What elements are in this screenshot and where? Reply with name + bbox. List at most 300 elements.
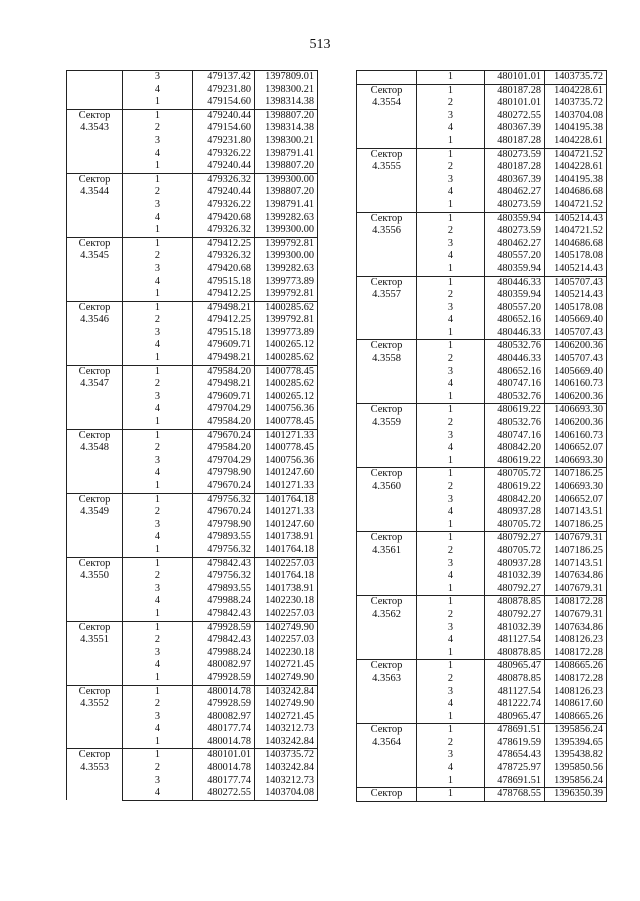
point-number: 3 xyxy=(123,199,193,212)
coordinate-x: 479670.24 xyxy=(193,506,255,519)
point-number: 4 xyxy=(417,634,485,647)
coordinate-y: 1402257.03 xyxy=(255,634,318,647)
sector-label: Сектор 4.3556 xyxy=(357,212,417,276)
coordinate-x: 480619.22 xyxy=(485,481,545,494)
coordinate-x: 479670.24 xyxy=(193,429,255,442)
point-number: 2 xyxy=(417,481,485,494)
point-number: 1 xyxy=(123,96,193,109)
table-row xyxy=(67,301,318,314)
point-number: 4 xyxy=(123,595,193,608)
point-number: 3 xyxy=(123,327,193,340)
point-number: 4 xyxy=(123,531,193,544)
point-number: 4 xyxy=(123,84,193,97)
coordinate-x: 479326.22 xyxy=(193,148,255,161)
coordinate-x: 480557.20 xyxy=(485,302,545,315)
coordinate-y: 1401738.91 xyxy=(255,531,318,544)
point-number: 1 xyxy=(123,109,193,122)
coordinate-y: 1407679.31 xyxy=(545,532,607,545)
table-row xyxy=(357,212,607,225)
coordinate-y: 1395856.24 xyxy=(545,775,607,788)
point-number: 1 xyxy=(417,212,485,225)
sector-label: Сектор 4.3545 xyxy=(67,237,123,301)
coordinate-x: 480842.20 xyxy=(485,442,545,455)
coordinate-x: 480082.97 xyxy=(193,711,255,724)
coordinate-y: 1405214.43 xyxy=(545,263,607,276)
sector-label: Сектор 4.3546 xyxy=(67,301,123,365)
coordinate-y: 1399792.81 xyxy=(255,288,318,301)
coordinate-y: 1403704.08 xyxy=(545,110,607,123)
point-number: 3 xyxy=(417,622,485,635)
coordinate-x: 480014.78 xyxy=(193,736,255,749)
point-number: 4 xyxy=(417,762,485,775)
point-number: 1 xyxy=(417,711,485,724)
coordinate-x: 479928.59 xyxy=(193,621,255,634)
coordinate-y: 1408126.23 xyxy=(545,686,607,699)
point-number: 4 xyxy=(417,378,485,391)
coordinate-x: 480747.16 xyxy=(485,378,545,391)
coordinate-y: 1406652.07 xyxy=(545,494,607,507)
coordinate-x: 479326.32 xyxy=(193,250,255,263)
coordinate-y: 1402721.45 xyxy=(255,711,318,724)
coordinate-y: 1399300.00 xyxy=(255,173,318,186)
point-number: 1 xyxy=(417,327,485,340)
coordinate-y: 1406200.36 xyxy=(545,391,607,404)
coordinate-x: 479515.18 xyxy=(193,327,255,340)
coordinate-x: 480101.01 xyxy=(485,97,545,110)
sector-label: Сектор 4.3559 xyxy=(357,404,417,468)
coordinate-x: 479412.25 xyxy=(193,288,255,301)
table-row xyxy=(357,788,607,802)
point-number: 2 xyxy=(417,353,485,366)
coordinate-x: 479704.29 xyxy=(193,403,255,416)
coordinate-y: 1408665.26 xyxy=(545,660,607,673)
coordinate-y: 1405707.43 xyxy=(545,276,607,289)
coordinate-y: 1404195.38 xyxy=(545,122,607,135)
point-number: 3 xyxy=(123,391,193,404)
table-row xyxy=(67,429,318,442)
point-number: 3 xyxy=(417,110,485,123)
sector-label: Сектор 4.3551 xyxy=(67,621,123,685)
coordinate-x: 480462.27 xyxy=(485,186,545,199)
table-row xyxy=(67,749,318,762)
coordinate-x: 479756.32 xyxy=(193,493,255,506)
coordinate-y: 1400778.45 xyxy=(255,365,318,378)
coordinate-y: 1408617.60 xyxy=(545,698,607,711)
coordinate-y: 1405214.43 xyxy=(545,289,607,302)
coordinate-x: 480082.97 xyxy=(193,659,255,672)
coordinate-y: 1407143.51 xyxy=(545,506,607,519)
point-number: 1 xyxy=(417,583,485,596)
point-number: 1 xyxy=(417,391,485,404)
coordinate-y: 1404721.52 xyxy=(545,148,607,161)
point-number: 4 xyxy=(417,570,485,583)
coordinate-x: 480878.85 xyxy=(485,596,545,609)
coordinate-y: 1399792.81 xyxy=(255,237,318,250)
point-number: 4 xyxy=(417,122,485,135)
coordinate-x: 479670.24 xyxy=(193,480,255,493)
point-number: 1 xyxy=(417,647,485,660)
coordinate-y: 1404228.61 xyxy=(545,135,607,148)
point-number: 1 xyxy=(123,429,193,442)
coordinate-y: 1401271.33 xyxy=(255,506,318,519)
point-number: 2 xyxy=(123,122,193,135)
coordinate-y: 1402257.03 xyxy=(255,557,318,570)
coordinate-x: 480101.01 xyxy=(193,749,255,762)
coordinate-y: 1401247.60 xyxy=(255,519,318,532)
coordinate-x: 478691.51 xyxy=(485,724,545,737)
coordinate-x: 480619.22 xyxy=(485,455,545,468)
coordinate-y: 1403735.72 xyxy=(545,71,607,85)
table-row xyxy=(357,148,607,161)
coordinates-table-right xyxy=(356,70,607,802)
coordinate-y: 1399792.81 xyxy=(255,314,318,327)
coordinate-x: 479756.32 xyxy=(193,544,255,557)
coordinate-y: 1402721.45 xyxy=(255,659,318,672)
point-number: 1 xyxy=(123,237,193,250)
coordinate-y: 1395438.82 xyxy=(545,749,607,762)
sector-label: Сектор 4.3543 xyxy=(67,109,123,173)
coordinate-y: 1405707.43 xyxy=(545,353,607,366)
point-number: 1 xyxy=(417,135,485,148)
coordinate-x: 480187.28 xyxy=(485,84,545,97)
coordinate-x: 480652.16 xyxy=(485,314,545,327)
point-number: 2 xyxy=(123,250,193,263)
coordinate-x: 480446.33 xyxy=(485,353,545,366)
coordinate-x: 480446.33 xyxy=(485,276,545,289)
coordinate-y: 1407186.25 xyxy=(545,519,607,532)
coordinate-x: 480177.74 xyxy=(193,775,255,788)
coordinate-x: 480705.72 xyxy=(485,519,545,532)
coordinate-x: 479928.59 xyxy=(193,698,255,711)
sector-label: Сектор 4.3560 xyxy=(357,468,417,532)
coordinate-y: 1406693.30 xyxy=(545,404,607,417)
point-number: 3 xyxy=(123,519,193,532)
coordinate-x: 479609.71 xyxy=(193,391,255,404)
coordinate-x: 480359.94 xyxy=(485,263,545,276)
coordinate-x: 480014.78 xyxy=(193,685,255,698)
coordinate-y: 1400285.62 xyxy=(255,378,318,391)
coordinate-x: 481032.39 xyxy=(485,622,545,635)
table-row xyxy=(67,173,318,186)
point-number: 4 xyxy=(417,250,485,263)
coordinate-y: 1405669.40 xyxy=(545,366,607,379)
table-row xyxy=(67,365,318,378)
point-number: 2 xyxy=(417,737,485,750)
point-number: 1 xyxy=(123,480,193,493)
coordinate-x: 478619.59 xyxy=(485,737,545,750)
point-number: 1 xyxy=(123,416,193,429)
coordinate-x: 480101.01 xyxy=(485,71,545,85)
coordinate-x: 481127.54 xyxy=(485,634,545,647)
coordinate-y: 1395856.24 xyxy=(545,724,607,737)
coordinate-x: 481222.74 xyxy=(485,698,545,711)
coordinate-y: 1396350.39 xyxy=(545,788,607,802)
coordinate-x: 480187.28 xyxy=(485,161,545,174)
coordinate-y: 1398791.41 xyxy=(255,199,318,212)
point-number: 2 xyxy=(123,762,193,775)
coordinate-x: 479231.80 xyxy=(193,135,255,148)
point-number: 2 xyxy=(123,378,193,391)
page-number: 513 xyxy=(309,37,331,52)
coordinate-y: 1403704.08 xyxy=(255,787,318,800)
point-number: 1 xyxy=(417,84,485,97)
coordinate-y: 1398314.38 xyxy=(255,96,318,109)
point-number: 1 xyxy=(123,621,193,634)
table-row xyxy=(357,724,607,737)
coordinate-y: 1406160.73 xyxy=(545,430,607,443)
sector-label: Сектор 4.3562 xyxy=(357,596,417,660)
coordinate-x: 479240.44 xyxy=(193,109,255,122)
coordinate-x: 479798.90 xyxy=(193,519,255,532)
coordinate-y: 1397809.01 xyxy=(255,71,318,84)
coordinate-y: 1402749.90 xyxy=(255,672,318,685)
table-row xyxy=(67,557,318,570)
coordinate-x: 479498.21 xyxy=(193,301,255,314)
point-number: 2 xyxy=(123,570,193,583)
coordinate-x: 479137.42 xyxy=(193,71,255,84)
point-number: 1 xyxy=(123,685,193,698)
point-number: 1 xyxy=(123,672,193,685)
coordinate-x: 479798.90 xyxy=(193,467,255,480)
coordinate-x: 479988.24 xyxy=(193,647,255,660)
coordinate-y: 1401271.33 xyxy=(255,480,318,493)
point-number: 4 xyxy=(123,659,193,672)
point-number: 4 xyxy=(123,787,193,800)
table-row xyxy=(67,621,318,634)
coordinate-y: 1400265.12 xyxy=(255,339,318,352)
coordinate-x: 479231.80 xyxy=(193,84,255,97)
coordinate-y: 1398300.21 xyxy=(255,135,318,148)
point-number: 4 xyxy=(123,339,193,352)
coordinate-y: 1402749.90 xyxy=(255,621,318,634)
coordinate-y: 1406652.07 xyxy=(545,442,607,455)
coordinate-x: 479412.25 xyxy=(193,314,255,327)
coordinate-x: 478768.55 xyxy=(485,788,545,802)
point-number: 1 xyxy=(417,724,485,737)
point-number: 1 xyxy=(123,493,193,506)
coordinate-y: 1408172.28 xyxy=(545,647,607,660)
table-row xyxy=(357,340,607,353)
point-number: 1 xyxy=(417,455,485,468)
sector-label: Сектор 4.3563 xyxy=(357,660,417,724)
coordinate-y: 1404721.52 xyxy=(545,199,607,212)
point-number: 4 xyxy=(123,148,193,161)
coordinate-x: 479154.60 xyxy=(193,122,255,135)
coordinate-x: 480965.47 xyxy=(485,711,545,724)
coordinate-x: 479584.20 xyxy=(193,365,255,378)
coordinate-y: 1404686.68 xyxy=(545,238,607,251)
table-row xyxy=(67,685,318,698)
coordinate-y: 1407186.25 xyxy=(545,545,607,558)
coordinate-y: 1405707.43 xyxy=(545,327,607,340)
coordinate-y: 1400265.12 xyxy=(255,391,318,404)
point-number: 1 xyxy=(123,365,193,378)
coordinate-x: 480462.27 xyxy=(485,238,545,251)
coordinate-x: 480273.59 xyxy=(485,148,545,161)
point-number: 4 xyxy=(123,467,193,480)
point-number: 3 xyxy=(123,263,193,276)
coordinate-y: 1399282.63 xyxy=(255,212,318,225)
point-number: 1 xyxy=(417,199,485,212)
coordinate-x: 480014.78 xyxy=(193,762,255,775)
coordinate-x: 479420.68 xyxy=(193,212,255,225)
point-number: 4 xyxy=(123,723,193,736)
coordinate-x: 480367.39 xyxy=(485,174,545,187)
coordinate-x: 480792.27 xyxy=(485,583,545,596)
coordinate-y: 1404721.52 xyxy=(545,225,607,238)
point-number: 1 xyxy=(123,749,193,762)
point-number: 1 xyxy=(123,301,193,314)
point-number: 4 xyxy=(417,506,485,519)
coordinate-x: 479240.44 xyxy=(193,186,255,199)
point-number: 3 xyxy=(123,135,193,148)
coordinate-x: 481127.54 xyxy=(485,686,545,699)
coordinate-y: 1401271.33 xyxy=(255,429,318,442)
table-row xyxy=(357,71,607,85)
sector-label: Сектор 4.3544 xyxy=(67,173,123,237)
point-number: 2 xyxy=(417,609,485,622)
coordinate-x: 479412.25 xyxy=(193,237,255,250)
coordinate-y: 1398300.21 xyxy=(255,84,318,97)
point-number: 3 xyxy=(417,749,485,762)
coordinate-y: 1398807.20 xyxy=(255,109,318,122)
point-number: 1 xyxy=(123,352,193,365)
coordinate-x: 479842.43 xyxy=(193,557,255,570)
sector-label: Сектор 4.3553 xyxy=(67,749,123,800)
coordinate-x: 479893.55 xyxy=(193,531,255,544)
coordinates-table-left xyxy=(66,70,318,801)
coordinate-y: 1408126.23 xyxy=(545,634,607,647)
coordinate-y: 1400285.62 xyxy=(255,301,318,314)
point-number: 1 xyxy=(123,557,193,570)
coordinate-x: 479515.18 xyxy=(193,276,255,289)
coordinate-x: 480187.28 xyxy=(485,135,545,148)
coordinate-x: 480965.47 xyxy=(485,660,545,673)
point-number: 2 xyxy=(417,417,485,430)
coordinate-y: 1407143.51 xyxy=(545,558,607,571)
coordinate-x: 480272.55 xyxy=(193,787,255,800)
coordinate-y: 1408172.28 xyxy=(545,596,607,609)
coordinate-x: 480273.59 xyxy=(485,199,545,212)
coordinate-y: 1402230.18 xyxy=(255,647,318,660)
coordinate-x: 479326.22 xyxy=(193,199,255,212)
coordinate-y: 1403212.73 xyxy=(255,775,318,788)
point-number: 2 xyxy=(123,314,193,327)
coordinate-y: 1405178.08 xyxy=(545,250,607,263)
coordinate-y: 1407634.86 xyxy=(545,570,607,583)
point-number: 2 xyxy=(123,506,193,519)
coordinate-y: 1398807.20 xyxy=(255,160,318,173)
coordinate-y: 1407186.25 xyxy=(545,468,607,481)
coordinate-x: 480177.74 xyxy=(193,723,255,736)
coordinate-x: 480619.22 xyxy=(485,404,545,417)
coordinate-y: 1399300.00 xyxy=(255,250,318,263)
coordinate-y: 1400778.45 xyxy=(255,416,318,429)
coordinate-y: 1408172.28 xyxy=(545,673,607,686)
sector-label: Сектор 4.3547 xyxy=(67,365,123,429)
point-number: 2 xyxy=(123,634,193,647)
table-row xyxy=(67,237,318,250)
table-row xyxy=(67,71,318,84)
coordinate-y: 1406200.36 xyxy=(545,417,607,430)
point-number: 3 xyxy=(417,366,485,379)
point-number: 3 xyxy=(123,583,193,596)
coordinate-y: 1406200.36 xyxy=(545,340,607,353)
coordinate-y: 1401247.60 xyxy=(255,467,318,480)
coordinate-y: 1408665.26 xyxy=(545,711,607,724)
coordinate-y: 1400778.45 xyxy=(255,442,318,455)
coordinate-x: 479928.59 xyxy=(193,672,255,685)
coordinate-y: 1405214.43 xyxy=(545,212,607,225)
coordinate-y: 1401764.18 xyxy=(255,570,318,583)
coordinate-y: 1404195.38 xyxy=(545,174,607,187)
point-number: 2 xyxy=(417,289,485,302)
coordinate-y: 1395850.56 xyxy=(545,762,607,775)
point-number: 2 xyxy=(417,225,485,238)
coordinate-x: 480272.55 xyxy=(485,110,545,123)
table-row xyxy=(357,276,607,289)
coordinate-y: 1407679.31 xyxy=(545,609,607,622)
sector-label xyxy=(67,71,123,110)
point-number: 1 xyxy=(417,775,485,788)
coordinate-x: 479420.68 xyxy=(193,263,255,276)
coordinate-y: 1400285.62 xyxy=(255,352,318,365)
sector-label: Сектор 4.3552 xyxy=(67,685,123,749)
coordinate-y: 1398791.41 xyxy=(255,148,318,161)
sector-label: Сектор 4.3564 xyxy=(357,724,417,788)
point-number: 3 xyxy=(417,302,485,315)
coordinate-y: 1401764.18 xyxy=(255,493,318,506)
sector-label: Сектор 4.3557 xyxy=(357,276,417,340)
coordinate-x: 481032.39 xyxy=(485,570,545,583)
coordinate-x: 480705.72 xyxy=(485,545,545,558)
coordinate-x: 479756.32 xyxy=(193,570,255,583)
table-row xyxy=(357,532,607,545)
coordinate-x: 480359.94 xyxy=(485,289,545,302)
point-number: 2 xyxy=(123,186,193,199)
point-number: 3 xyxy=(123,711,193,724)
coordinate-x: 480878.85 xyxy=(485,647,545,660)
coordinate-x: 480359.94 xyxy=(485,212,545,225)
coordinate-x: 479609.71 xyxy=(193,339,255,352)
coordinate-x: 480792.27 xyxy=(485,532,545,545)
coordinate-x: 479154.60 xyxy=(193,96,255,109)
table-row xyxy=(357,468,607,481)
sector-label: Сектор 4.3555 xyxy=(357,148,417,212)
point-number: 3 xyxy=(123,647,193,660)
coordinate-y: 1405669.40 xyxy=(545,314,607,327)
point-number: 1 xyxy=(417,519,485,532)
point-number: 1 xyxy=(123,736,193,749)
coordinate-x: 480557.20 xyxy=(485,250,545,263)
point-number: 3 xyxy=(417,494,485,507)
point-number: 3 xyxy=(417,430,485,443)
table-row xyxy=(357,84,607,97)
coordinate-x: 479584.20 xyxy=(193,416,255,429)
point-number: 1 xyxy=(123,544,193,557)
sector-label: Сектор xyxy=(357,788,417,802)
coordinate-x: 479498.21 xyxy=(193,352,255,365)
coordinate-y: 1395394.65 xyxy=(545,737,607,750)
point-number: 4 xyxy=(417,698,485,711)
point-number: 3 xyxy=(123,71,193,84)
coordinate-x: 480532.76 xyxy=(485,340,545,353)
point-number: 4 xyxy=(123,276,193,289)
point-number: 2 xyxy=(417,545,485,558)
sector-label: Сектор 4.3554 xyxy=(357,84,417,148)
point-number: 1 xyxy=(417,276,485,289)
coordinate-x: 479240.44 xyxy=(193,160,255,173)
